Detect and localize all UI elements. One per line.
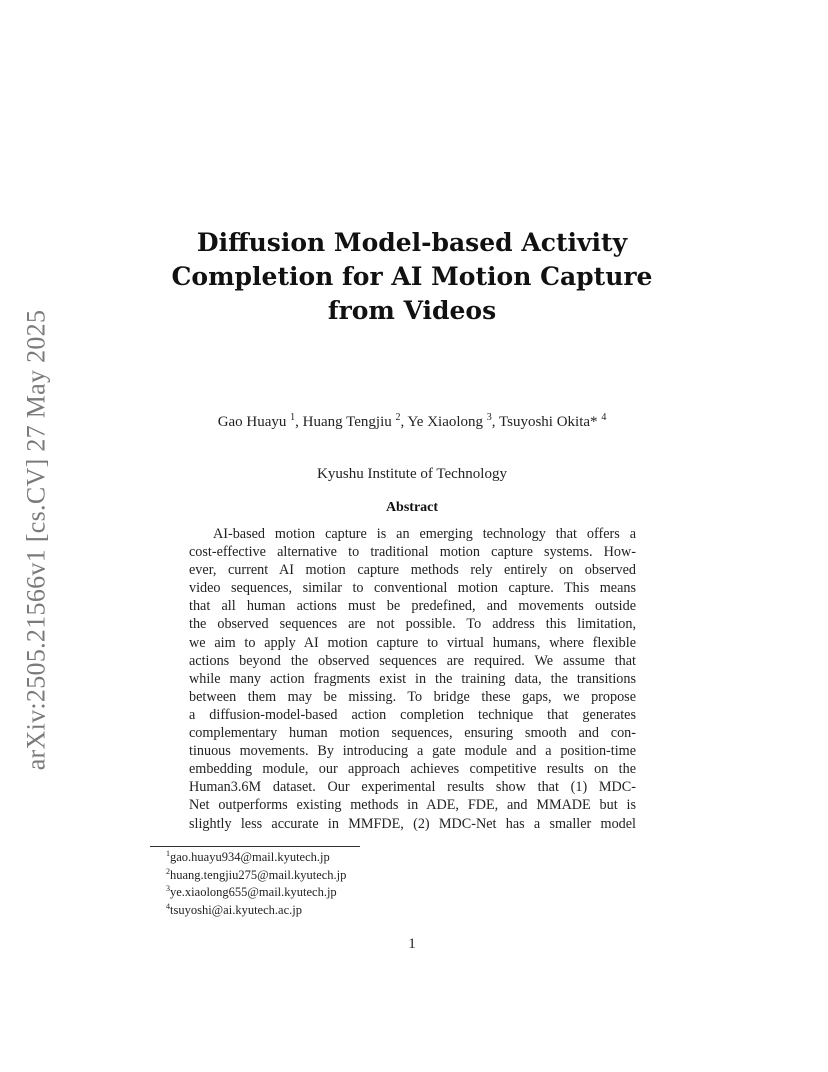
author-separator: , [491,414,500,430]
abstract-line: while many action fragments exist in the training data, the transitions [189,670,636,687]
arxiv-identifier-stamp [14,300,58,780]
abstract-line: between them may be missing. To bridge these gaps, we propose [189,688,636,705]
author-affiliation-mark: 1 [290,412,296,423]
author-separator: , [295,414,303,430]
author-list [100,414,724,431]
author-affiliation-mark: 2 [395,412,401,423]
footnote-email: gao.huayu934@mail.kyutech.jp [170,850,330,864]
abstract-line: video sequences, similar to conventional motion capture. This means [189,580,636,597]
abstract-line: embedding module, our approach achieves competitive results on the [189,761,636,778]
abstract-line: complementary human motion sequences, ensuring smooth and con- [189,725,636,742]
abstract-line: cost-effective alternative to traditional motion capture systems. How- [189,544,636,561]
footnote-email: huang.tengjiu275@mail.kyutech.jp [170,867,347,882]
abstract-line: Net outperforms existing methods in ADE, FDE, and MMADE but is [189,797,636,814]
footnote-item [166,884,346,902]
footnotes [166,849,346,919]
abstract-line: a diffusion-model-based action completion technique that generates [189,706,636,723]
footnote-item [166,902,346,920]
abstract-body [189,525,636,833]
author-affiliation-mark: 4 [601,412,607,423]
affiliation: Kyushu Institute of Technology [317,466,507,482]
abstract-line: we aim to apply AI motion capture to virtual humans, where flexible [189,634,636,651]
author-name: Tsuyoshi Okita* [499,414,598,430]
abstract-line: tinuous movements. By introducing a gate module and a position-time [189,743,636,760]
footnote-mark: 2 [166,866,170,876]
title-line: from Videos [327,296,497,325]
title-line: Completion for AI Motion Capture [171,262,653,291]
footnote-mark: 1 [166,849,170,858]
footnote-item [166,849,346,867]
author-name: Huang Tengjiu [302,414,392,430]
abstract-heading: Abstract [385,500,439,515]
abstract-line: the observed sequences are not possible. To address this limitation, [189,616,636,633]
abstract-line: actions beyond the observed sequences are required. We assume that [189,652,636,669]
footnote-email: ye.xiaolong655@mail.kyutech.jp [170,885,337,900]
abstract-line: ever, current AI motion capture methods rely entirely on observed [189,562,636,579]
footnote-email: tsuyoshi@ai.kyutech.ac.jp [170,902,302,917]
abstract-line: slightly less accurate in MMFDE, (2) MDC-Net has a smaller model [189,815,636,832]
page-number: 1 [408,936,416,952]
arxiv-identifier-text: arXiv:2505.21566v1 [cs.CV] 27 May 2025 [21,309,51,771]
author-name: Gao Huayu [217,414,287,430]
paper-title [150,226,674,328]
footnote-item [166,867,346,885]
author-name: Ye Xiaolong [407,414,484,430]
author-affiliation-mark: 3 [486,412,492,423]
abstract-line: AI-based motion capture is an emerging technology that offers a [213,526,636,542]
title-line: Diffusion Model-based Activity [196,228,628,257]
footnote-mark: 4 [166,901,170,911]
footnote-mark: 3 [166,884,170,894]
footnote-divider [150,846,360,847]
author-separator: , [400,414,408,430]
abstract-line: that all human actions must be predefined, and movements outside [189,598,636,615]
abstract-line: Human3.6M dataset. Our experimental results show that (1) MDC- [189,779,636,796]
